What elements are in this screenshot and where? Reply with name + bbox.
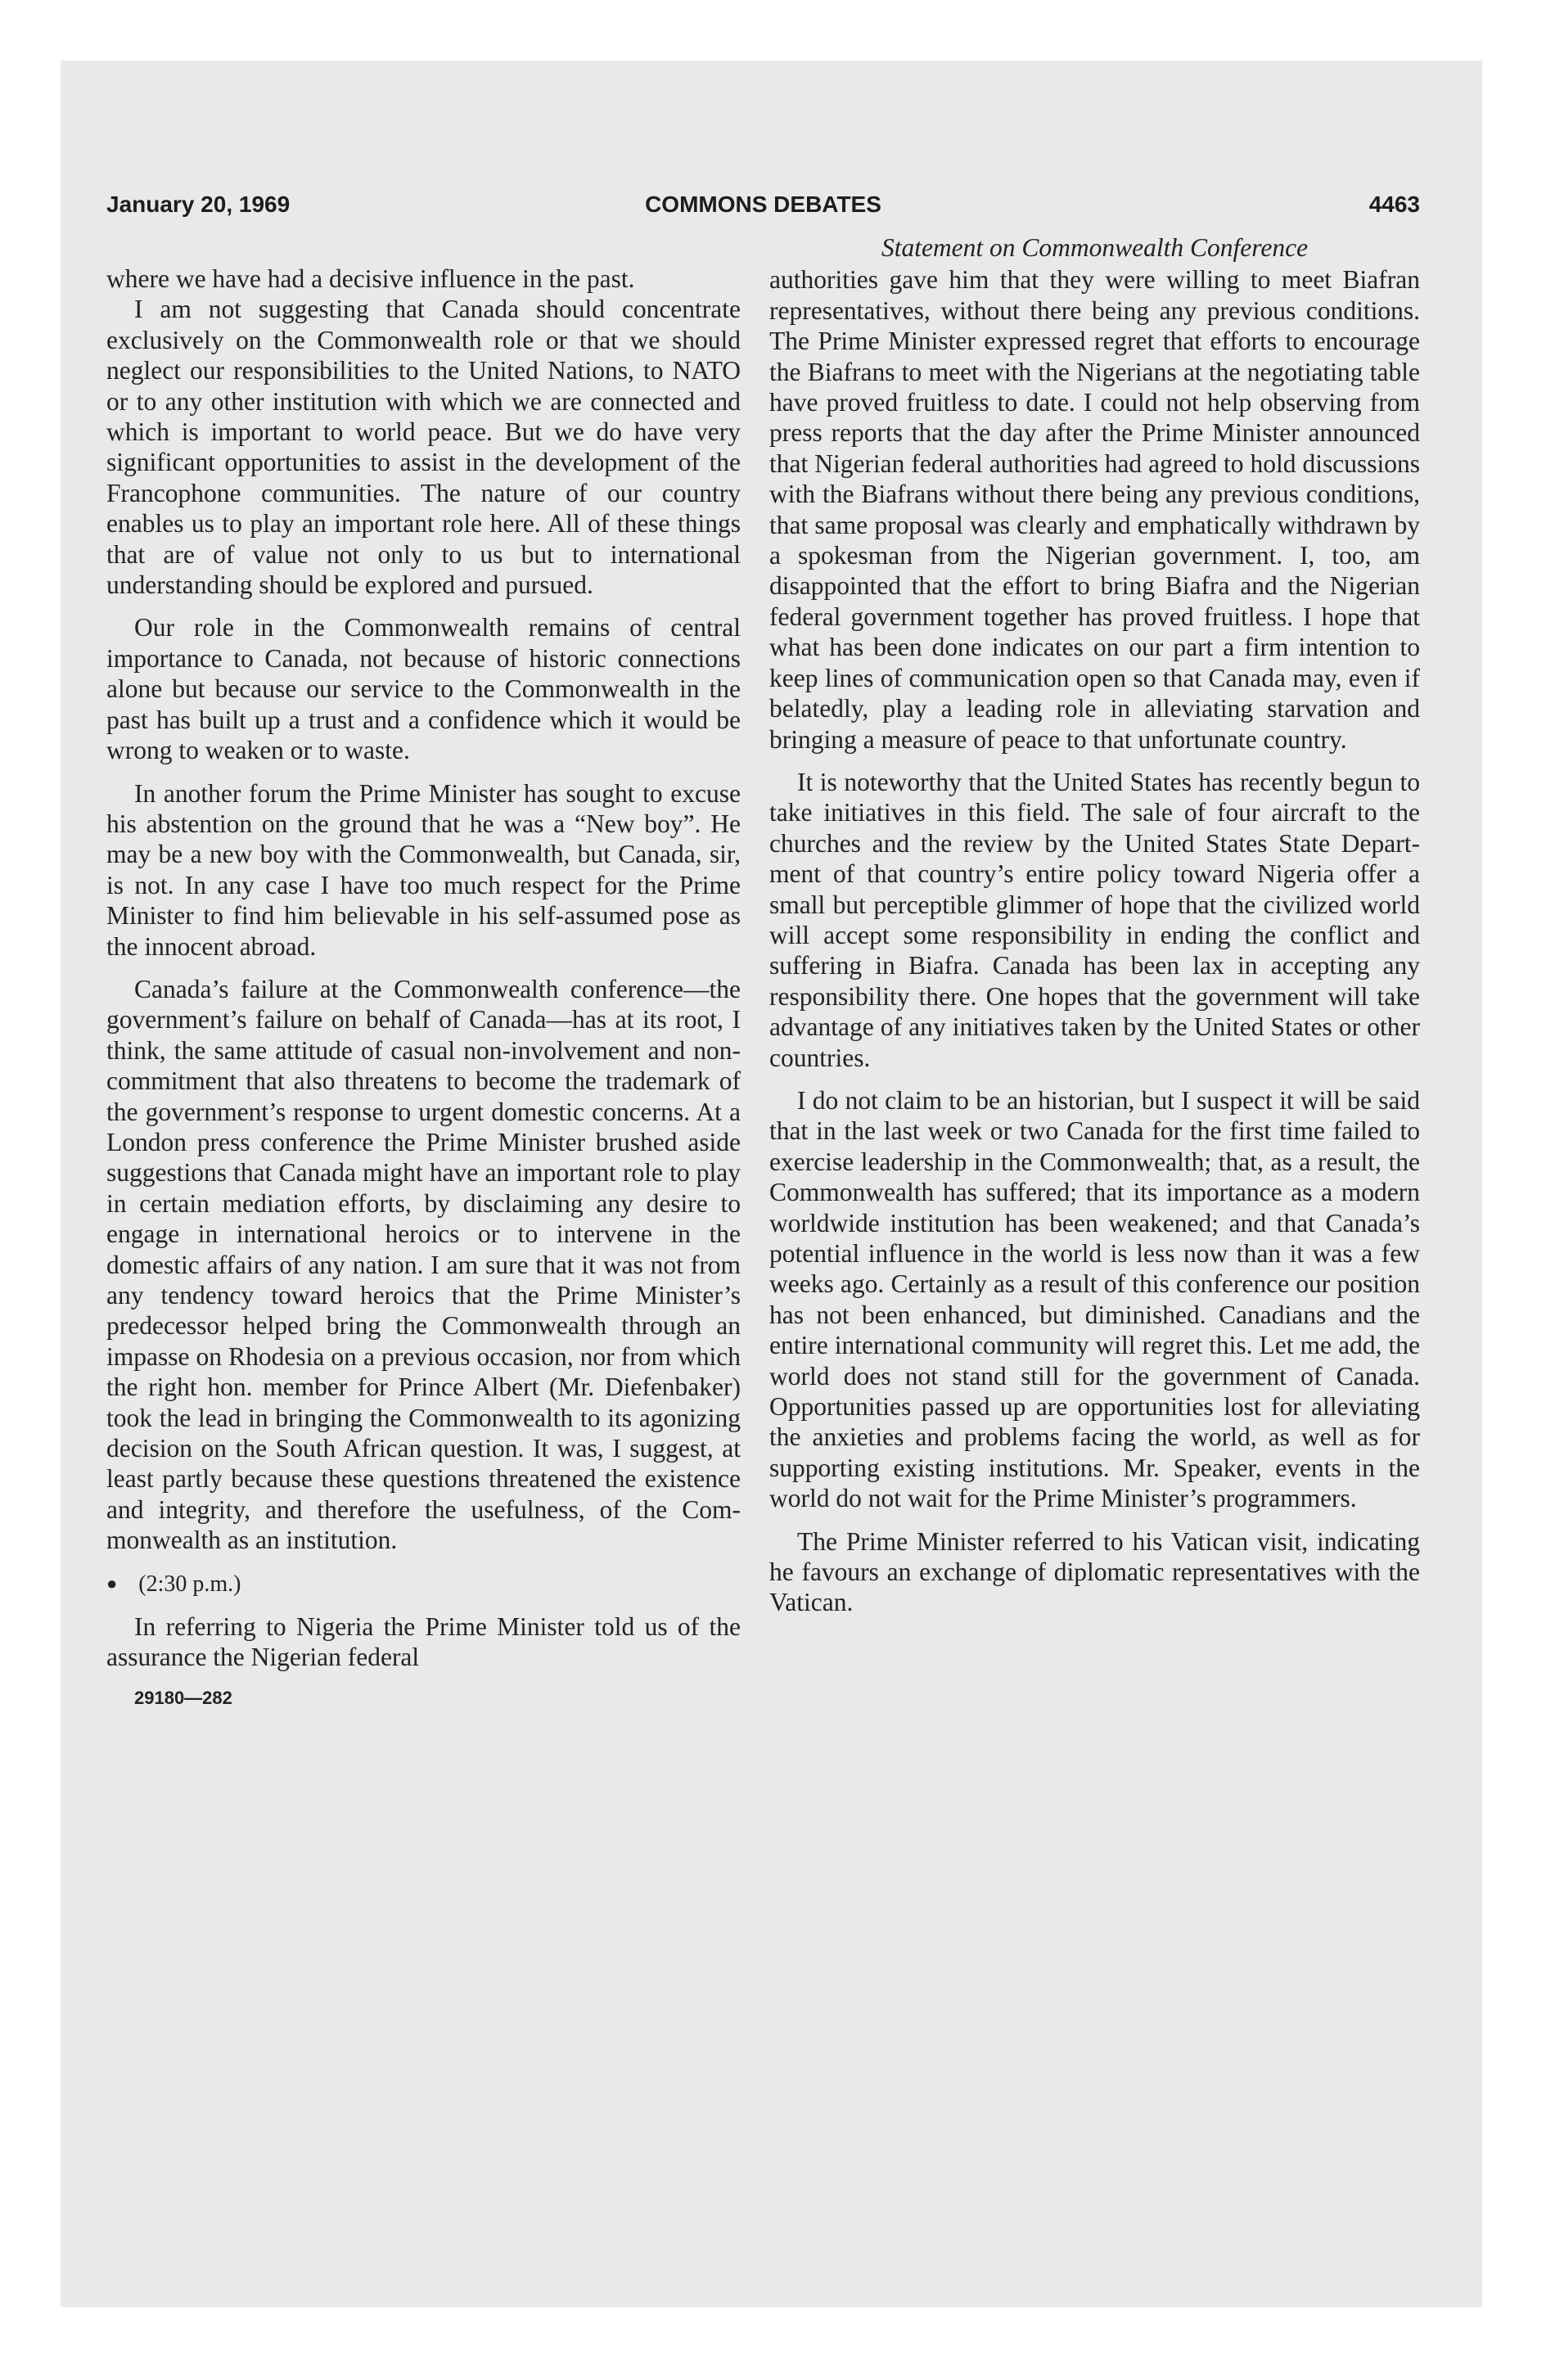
paragraph: I am not suggesting that Canada should concentrate exclusively on the Commonwealth role or that we should neglect our responsibilities to the United Nations, to NATO or to any other institution with which we are connected and which is important to world peace. But we do have very significant opportunities to assist in the development of the Francophone communities. The nature of our country enables us to play an important role here. All of these things that are of value not only to us but to international understanding should be explored and pursued. (106, 295, 741, 600)
paragraph: The Prime Minister referred to his Vatican visit, indicating he favours an exchange of diplomatic representatives with the Vatican. (769, 1526, 1420, 1617)
paragraph: Our role in the Commonwealth remains of central importance to Canada, not because of historic connections alone but because our service to the Commonwealth in the past has built up a trust and a confidence which it would be wrong to weaken or to waste. (106, 613, 741, 765)
right-column (769, 232, 1420, 1618)
paragraph: authorities gave him that they were willing to meet Biafran representatives, without there being any previous conditions. The Prime Minister expressed regret that efforts to encourage the Biafrans to meet with the Nigerians at the negotiating table have proved fruitless to date. I could not help observing from press reports that the day after the Prime Minister announced that Nigerian federal authorities had agreed to hold discussions with the Biafrans without there being any previous conditions, that same proposal was clearly and emphatically withdrawn by a spokesman from the Nigerian government. I, too, am disappointed that the effort to bring Biafra and the Nigerian federal government together has proved fruitless. I hope that what has been done indicates on our part a firm intention to keep lines of communication open so that Canada may, even if belatedly, play a leading role in alleviating starvation and bringing a measure of peace to that unfortunate country. (769, 265, 1420, 754)
page-header (106, 192, 1420, 224)
left-column (106, 264, 741, 1713)
header-title: COMMONS DEBATES (645, 192, 881, 217)
paragraph: In referring to Nigeria the Prime Minister told us of the assurance the Nigerian federal (106, 1612, 741, 1672)
header-date: January 20, 1969 (106, 192, 291, 217)
paragraph: In another forum the Prime Minister has sought to excuse his abstention on the ground that he was a “New boy”. He may be a new boy with the Commonwealth, but Canada, sir, is not. In any case I have too much respect for the Prime Minister to find him believable in his self-assumed pose as the innocent abroad. (106, 778, 741, 961)
running-head: Statement on Commonwealth Conference (881, 233, 1309, 262)
paragraph: It is noteworthy that the United States has recently begun to take initiatives in this field. The sale of four aircraft to the churches and the review by the United States State Department of that country’s entire policy toward Nigeria offer a small but perceptible glimmer of hope that the civilized world will accept some responsibility in ending the conflict and suffering in Biafra. Canada has been lax in accepting any responsibility there. One hopes that the government will take advantage of any initiatives taken by the United States or other countries. (769, 767, 1420, 1072)
paragraph: where we have had a decisive influence in the past. (106, 264, 635, 293)
time-marker (106, 1568, 741, 1599)
bullet-icon: ● (106, 1572, 118, 1593)
time-marker-text: (2:30 p.m.) (138, 1571, 241, 1597)
printer-signature: 29180—282 (134, 1687, 232, 1708)
paragraph: I do not claim to be an historian, but I suspect it will be said that in the last week or two Canada for the first time failed to exercise leadership in the Commonwealth; that, as a result, the Commonwealth has suffered; that its importance as a modern worldwide institution has been weakened; and that Canada’s potential influence in the world is less now than it was a few weeks ago. Certainly as a result of this conference our position has not been enhanced, but diminished. Canadians and the entire international community will regret this. Let me add, the world does not stand still for the government of Canada. Opportunities passed up are opportunities lost for alleviating the anxieties and problems facing the world, as well as for supporting existing institutions. Mr. Speaker, events in the world do not wait for the Prime Minister’s programmers. (769, 1085, 1420, 1513)
paragraph: Canada’s failure at the Commonwealth conference—the government’s failure on behalf of Canada—has at its root, I think, the same attitude of casual non-involvement and noncommitment that also threatens to become the trademark of the government’s response to urgent domestic concerns. At a London press conference the Prime Minister brushed aside suggestions that Canada might have an important role to play in certain mediation efforts, by disclaiming any desire to engage in international heroics or to intervene in the domestic affairs of any nation. I am sure that it was not from any tendency toward heroics that the Prime Minister’s predecessor helped bring the Commonwealth through an impasse on Rhodesia on a previous occasion, nor from which the right hon. member for Prince Albert (Mr. Diefenbaker) took the lead in bringing the Commonwealth to its agonizing decision on the South African question. It was, I suggest, at least partly because these questions threatened the existence and integrity, and therefore the usefulness, of the Commonwealth as an institution. (106, 974, 741, 1555)
page-number: 4463 (1368, 192, 1420, 217)
